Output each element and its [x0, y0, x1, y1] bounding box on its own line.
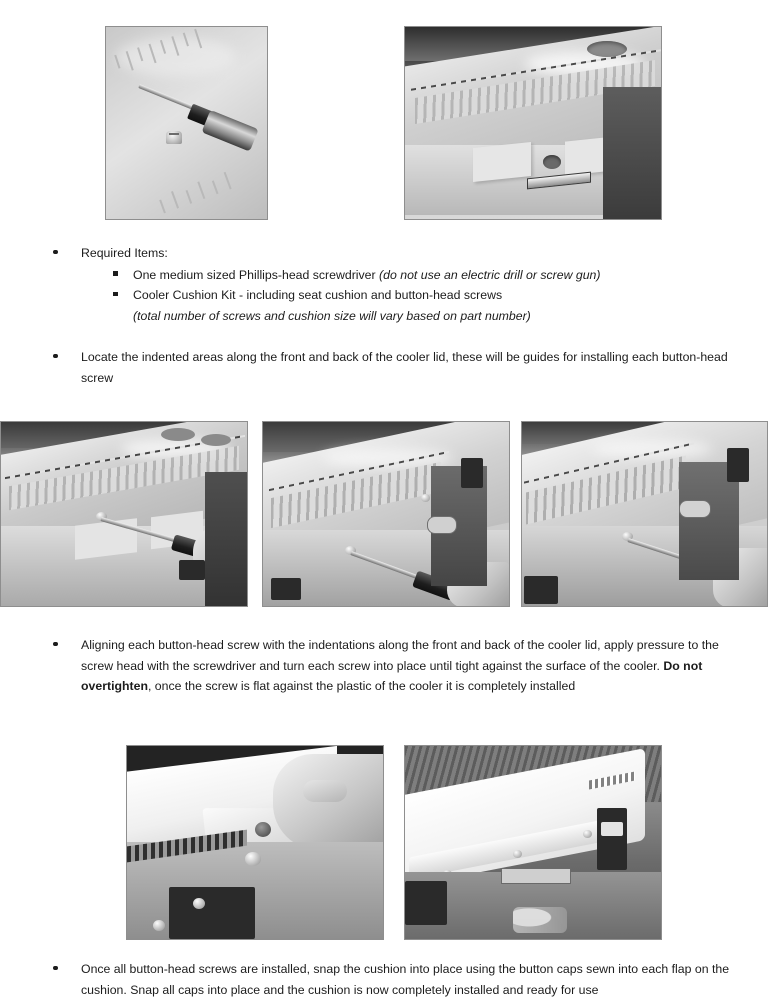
required-items-list — [53, 243, 728, 388]
step-locate-text: Locate the indented areas along the front and back of the cooler lid, these will be guides for installing each button-head screw — [81, 350, 728, 385]
screwdriver-handle — [202, 110, 259, 152]
lid-pilot-hole — [543, 155, 561, 169]
installed-screw — [421, 494, 430, 502]
step-align-emphasis: Do not overtighten — [81, 658, 703, 693]
installed-screw-hole — [255, 822, 271, 837]
step-align-part1: Aligning each button-head screw with the indentations along the front and back of the cooler lid, apply pressure to the screw head with the screwdriver and turn each screw into place until tight against the surface of the cooler. — [81, 638, 719, 673]
bullet-disc-icon — [53, 959, 81, 980]
photo-screwdriver-and-screw — [105, 26, 268, 220]
step-align-part2: , once the screw is flat against the plastic of the cooler it is completely installed — [147, 679, 576, 693]
bullet-disc-icon — [53, 635, 81, 656]
cushion-kit-item-note: (total number of screws and cushion size will vary based on part number) — [133, 308, 531, 323]
cooler-latch — [597, 808, 627, 870]
snap-cushion-list — [53, 959, 730, 1000]
bullet-required-items — [53, 243, 713, 264]
bullet-screwdriver-item — [113, 265, 713, 286]
bullet-cushion-kit-item — [113, 285, 713, 326]
brand-logo-cooler — [513, 907, 567, 933]
button-cap — [513, 850, 522, 858]
photo-driving-screw-front-center — [262, 421, 510, 607]
bullet-align-screws — [53, 635, 725, 697]
step-snap-text: Once all button-head screws are installed, snap the cushion into place using the button caps sewn into each flap on the cushion. Snap all caps into place and the cushion is now completely installed and ready for use — [81, 962, 730, 997]
photo-driving-screw-front-right — [521, 421, 768, 607]
screwdriver-item-note: (do not use an electric drill or screw gun) — [379, 267, 601, 282]
bullet-snap-cushion — [53, 959, 730, 1000]
bullet-square-icon — [113, 265, 141, 286]
photo-installed-cushion — [404, 745, 662, 940]
photo-snapping-cushion-cap — [126, 745, 384, 940]
bullet-disc-icon — [53, 347, 81, 368]
hand — [273, 754, 384, 850]
cushion-kit-item-text: Cooler Cushion Kit - including seat cushion and button-head screws — [133, 288, 503, 302]
button-cap — [583, 830, 592, 838]
photo-cooler-lid-indentation — [404, 26, 662, 220]
photo-driving-screw-front-left — [0, 421, 248, 607]
required-items-heading: Required Items: — [81, 246, 168, 260]
bullet-disc-icon — [53, 243, 81, 264]
align-screws-list — [53, 635, 725, 697]
screwdriver-shaft — [138, 84, 197, 111]
bullet-square-icon — [113, 285, 141, 306]
screwdriver-item-text: One medium sized Phillips-head screwdriver — [133, 267, 380, 282]
bullet-locate-indentations — [53, 347, 728, 388]
installed-screw — [245, 852, 261, 866]
